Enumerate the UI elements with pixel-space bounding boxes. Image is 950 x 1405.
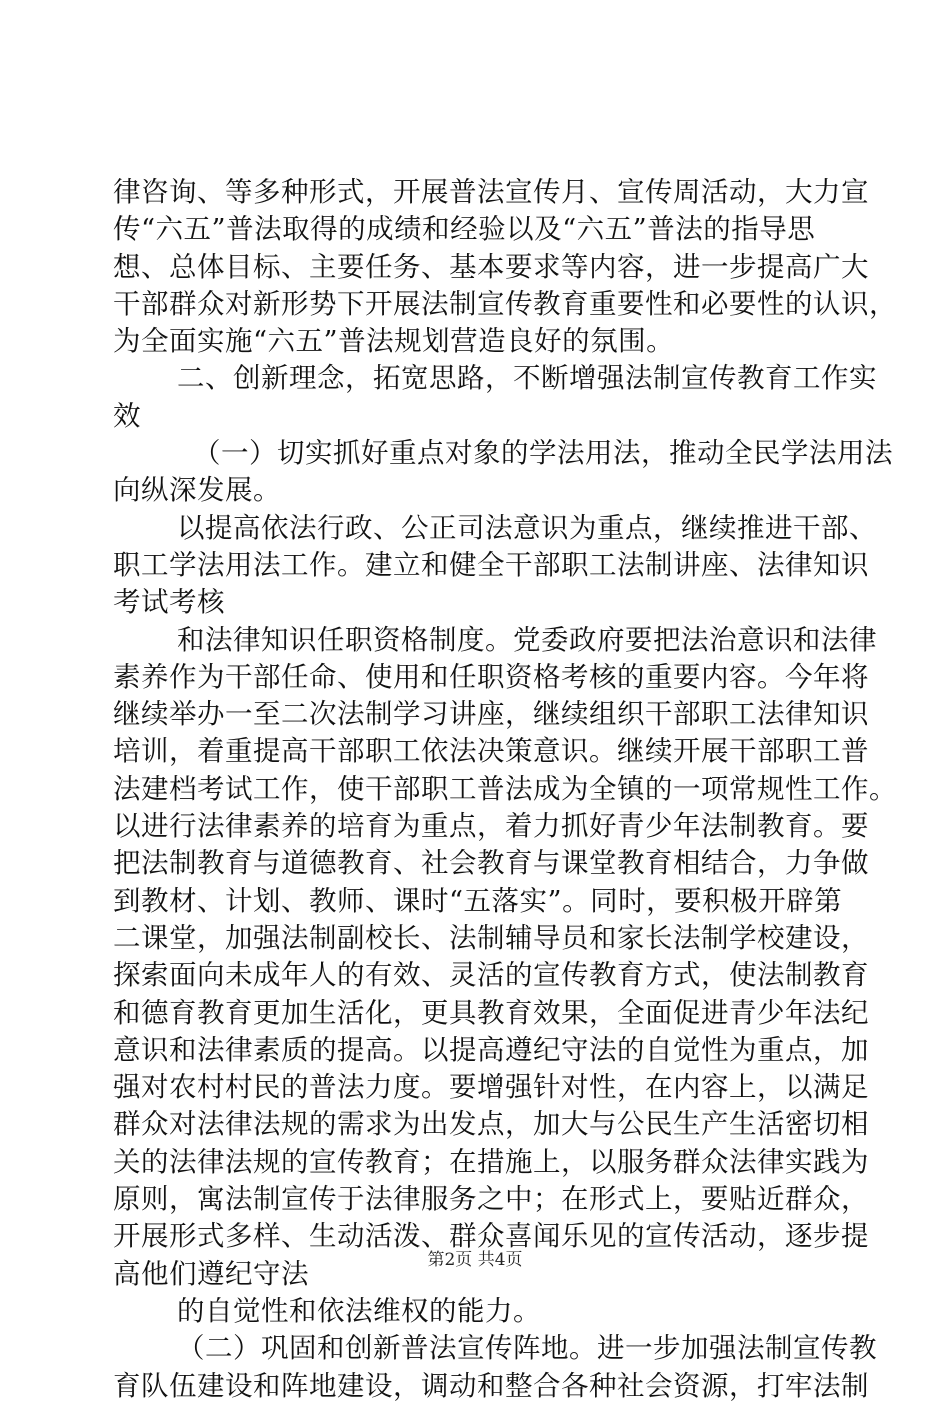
document-body xyxy=(113,174,897,1405)
subsection-heading: （二）巩固和创新普法宣传阵地。进一步加强法制宣传教 xyxy=(177,1332,877,1365)
text-line: 素养作为干部任命、使用和任职资格考核的重要内容。今年将 xyxy=(113,660,869,693)
subsection-heading: （一）切实抓好重点对象的学法用法，推动全民学法用法 xyxy=(193,437,893,470)
text-line: 原则，寓法制宣传于法律服务之中；在形式上，要贴近群众， xyxy=(113,1183,869,1216)
text-line: 考试考核 xyxy=(113,586,225,619)
text-line: 二课堂，加强法制副校长、法制辅导员和家长法制学校建设， xyxy=(113,921,869,954)
text-line: 把法制教育与道德教育、社会教育与课堂教育相结合，力争做 xyxy=(113,847,869,880)
text-line: 传“六五”普法取得的成绩和经验以及“六五”普法的指导思 xyxy=(113,213,816,246)
section-heading-continued: 效 xyxy=(113,399,141,432)
text-line: 到教材、计划、教师、课时“五落实”。同时，要积极开辟第 xyxy=(113,884,843,917)
text-line: 开展形式多样、生动活泼、群众喜闻乐见的宣传活动，逐步提 xyxy=(113,1220,869,1253)
text-line: 想、总体目标、主要任务、基本要求等内容，进一步提高广大 xyxy=(113,250,869,283)
text-line: 群众对法律法规的需求为出发点，加大与公民生产生活密切相 xyxy=(113,1108,869,1141)
text-line: 高他们遵纪守法 xyxy=(113,1257,309,1290)
section-heading: 二、创新理念，拓宽思路，不断增强法制宣传教育工作实 xyxy=(177,362,877,395)
page-number-footer: 第2页 共4页 xyxy=(427,1250,523,1270)
text-line: 继续举办一至二次法制学习讲座，继续组织干部职工法律知识 xyxy=(113,698,869,731)
text-line: 法建档考试工作，使干部职工普法成为全镇的一项常规性工作。 xyxy=(113,772,897,805)
text-line: 强对农村村民的普法力度。要增强针对性，在内容上，以满足 xyxy=(113,1071,869,1104)
text-line: 关的法律法规的宣传教育；在措施上，以服务群众法律实践为 xyxy=(113,1145,869,1178)
text-line: 育队伍建设和阵地建设，调动和整合各种社会资源，打牢法制 xyxy=(113,1369,869,1402)
subsection-heading-continued: 向纵深发展。 xyxy=(113,474,281,507)
text-line: 干部群众对新形势下开展法制宣传教育重要性和必要性的认识， xyxy=(113,287,897,320)
text-line: 以进行法律素养的培育为重点，着力抓好青少年法制教育。要 xyxy=(113,810,869,843)
text-line: 职工学法用法工作。建立和健全干部职工法制讲座、法律知识 xyxy=(113,548,869,581)
text-line: 探索面向未成年人的有效、灵活的宣传教育方式，使法制教育 xyxy=(113,959,869,992)
text-line: 培训，着重提高干部职工依法决策意识。继续开展干部职工普 xyxy=(113,735,869,768)
text-line: 为全面实施“六五”普法规划营造良好的氛围。 xyxy=(113,325,675,358)
text-line: 和法律知识任职资格制度。党委政府要把法治意识和法律 xyxy=(177,623,877,656)
text-line: 意识和法律素质的提高。以提高遵纪守法的自觉性为重点，加 xyxy=(113,1033,869,1066)
text-line: 的自觉性和依法维权的能力。 xyxy=(177,1294,541,1327)
text-line: 律咨询、等多种形式，开展普法宣传月、宣传周活动，大力宣 xyxy=(113,176,869,208)
text-line: 和德育教育更加生活化，更具教育效果，全面促进青少年法纪 xyxy=(113,996,869,1029)
text-line: 以提高依法行政、公正司法意识为重点，继续推进干部、 xyxy=(177,511,877,544)
